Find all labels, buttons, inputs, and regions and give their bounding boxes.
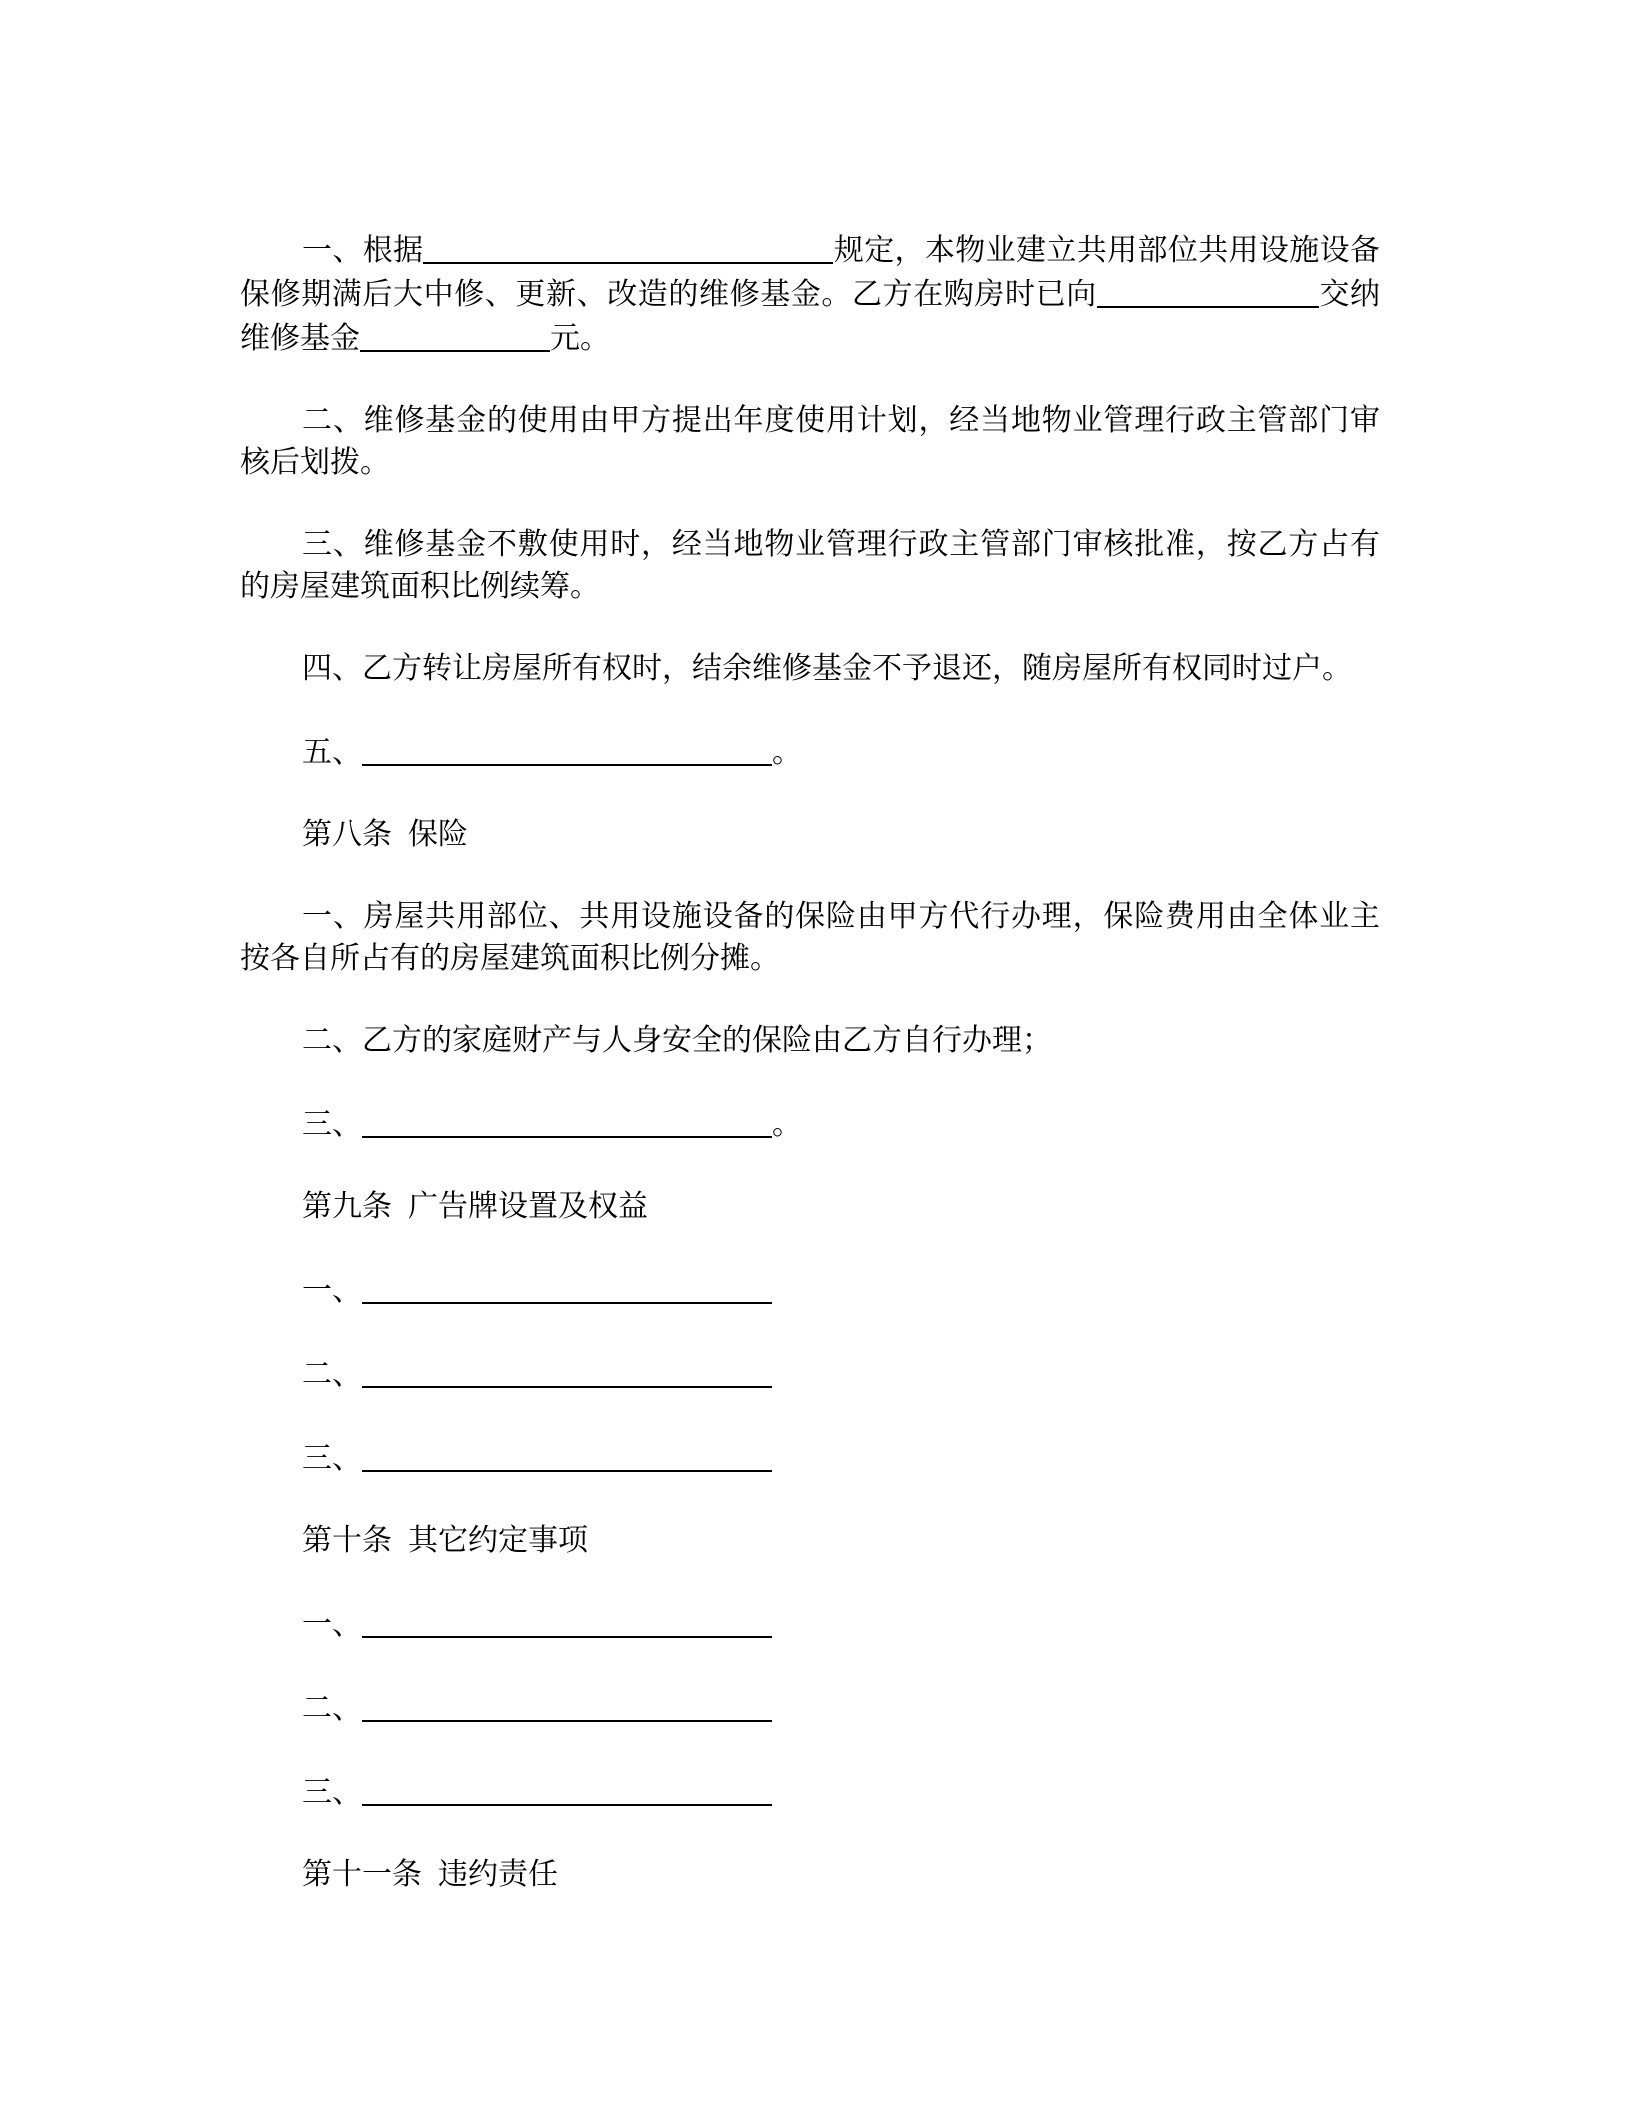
item-label: 一、 [302,1607,362,1642]
article-number: 第八条 [302,817,392,852]
article-11-heading [240,1854,1380,1896]
item-label: 一、 [302,1273,362,1308]
blank-art9-item-3[interactable] [362,1440,772,1472]
article-8-heading [240,814,1380,856]
paragraph-ownership-transfer: 四、乙方转让房屋所有权时，结余维修基金不予退还，随房屋所有权同时过户。 [302,651,1352,686]
paragraph-fund-shortfall: 三、维修基金不敷使用时，经当地物业管理行政主管部门审核批准，按乙方占有的房屋建筑面积比例续筹。 [240,527,1380,604]
blank-art10-item-3[interactable] [362,1774,772,1806]
article-title: 违约责任 [438,1857,558,1892]
article-9-heading [240,1186,1380,1228]
blank-art9-item-2[interactable] [362,1356,772,1388]
item-label: 三、 [302,1107,362,1142]
text: 元。 [550,321,610,356]
article-10-item-3 [240,1770,1380,1814]
text: 一、根据 [302,233,424,268]
article-number: 第十条 [302,1523,392,1558]
article-9-item-1 [240,1268,1380,1312]
blank-regulation[interactable] [423,232,833,264]
text: 规定，本物业建立共用部位共用设施设备保修期满后大中修、更新、改造的维修基金。乙方在购房时已向 [240,233,1381,312]
blank-payee[interactable] [1097,276,1319,308]
article-10-item-1 [240,1602,1380,1646]
item-end: 。 [772,1107,802,1142]
document-page [240,228,1380,1936]
article-9-item-3 [240,1436,1380,1480]
paragraph-maintenance-fund-basis [240,228,1380,360]
paragraph-fund-usage: 二、维修基金的使用由甲方提出年度使用计划，经当地物业管理行政主管部门审核后划拨。 [240,403,1380,480]
article-10-heading [240,1520,1380,1562]
article-9-item-2 [240,1352,1380,1396]
paragraph-item-5 [240,730,1380,774]
item-label: 五、 [302,735,362,770]
article-number: 第九条 [302,1189,392,1224]
blank-art10-item-2[interactable] [362,1690,772,1722]
blank-amount[interactable] [360,320,550,352]
text: 交纳维修基金 [240,277,1381,356]
article-10-item-2 [240,1686,1380,1730]
article-title: 保险 [408,817,468,852]
article-number: 第十一条 [302,1857,422,1892]
paragraph-insurance-personal: 二、乙方的家庭财产与人身安全的保险由乙方自行办理； [302,1023,1052,1058]
blank-art9-item-1[interactable] [362,1272,772,1304]
paragraph-insurance-common: 一、房屋共用部位、共用设施设备的保险由甲方代行办理，保险费用由全体业主按各自所占有的房屋建筑面积比例分摊。 [240,899,1380,976]
item-end: 。 [772,735,802,770]
article-title: 广告牌设置及权益 [408,1189,648,1224]
article-title: 其它约定事项 [408,1523,588,1558]
item-label: 三、 [302,1441,362,1476]
item-label: 三、 [302,1775,362,1810]
item-label: 二、 [302,1357,362,1392]
blank-item-5[interactable] [362,734,772,766]
blank-art10-item-1[interactable] [362,1606,772,1638]
blank-insurance-item-3[interactable] [362,1106,772,1138]
paragraph-insurance-item-3 [240,1102,1380,1146]
item-label: 二、 [302,1691,362,1726]
